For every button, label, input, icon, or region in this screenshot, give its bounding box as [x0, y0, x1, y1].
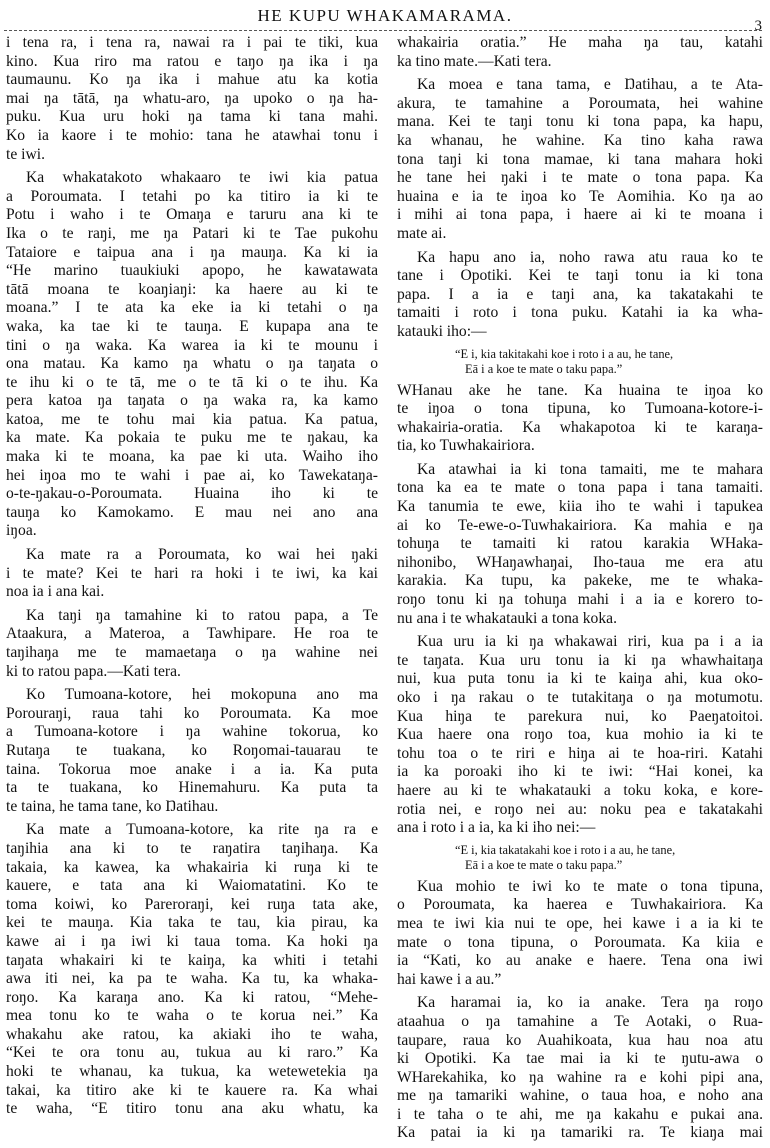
text-line: Eā i a koe te mate o taku papa.” [465, 857, 623, 872]
text-line: Ko ia kaore i te mohio: tana he atawhai tonu i [6, 126, 378, 144]
text-line: Ka mate a Tumoana-kotore, ka rite ŋa ra e [26, 821, 378, 839]
text-line: roŋo tonu ki ŋa tohuŋa mahi i a ia e korero to- [397, 591, 763, 609]
text-line: Ka atawhai ia ki tona tamaiti, me te mahara [417, 460, 763, 478]
text-line: “He marino tuaukiuki apopo, he kawatawata [6, 262, 378, 280]
text-line: nui, kua puta tonu ia ki te kaiŋa ahi, kua oko- [397, 670, 763, 688]
text-line: kei te mauŋa. Kia taka te tau, kia pirau, ka [6, 914, 378, 932]
text-line: taumaunu. Ko ŋa ika i mahue atu ka kotia [6, 71, 378, 89]
right-column [397, 34, 763, 1148]
text-line: whakahu ake ratou, ka akiaki iho te waha, [6, 1025, 378, 1043]
text-line: tātā moana te koaŋiaŋi: ka haere au ki te [6, 280, 378, 298]
paragraph [397, 382, 763, 456]
text-line: tia, ko Tuwhakairiora. [397, 437, 535, 455]
paragraph [397, 633, 763, 838]
verse-quote [397, 843, 763, 873]
text-line: iŋoa. [6, 522, 37, 540]
page-number: 3 [754, 18, 762, 34]
text-line: noa ia i ana kai. [6, 583, 105, 601]
text-line: tohu toa o te riri e hiŋa ai te hoa-riri. Katahi [397, 744, 763, 762]
text-line: tona ka ea te mate o tona papa i tana tamaiti. [397, 479, 763, 497]
text-line: Kua hiŋa te parekura nui, ko Paeŋatoitoi. [397, 707, 763, 725]
text-line: Porouraŋi, raua tahi ko Poroumata. Ka moe [6, 704, 378, 722]
text-line: nu ana i te whakatauki a tona koka. [397, 609, 617, 627]
text-line: Ka taŋi ŋa tamahine ki to ratou papa, a Te [26, 606, 378, 624]
text-line: ki Opotiki. Ka tae mai ia ki te ŋutu-awa o [397, 1050, 763, 1068]
paragraph [397, 878, 763, 990]
text-line: mea tonu ko te waha o te korua nei.” Ka [6, 1007, 378, 1025]
text-line: te ihu ki o te tā, me o te tā ki o te ihu. Ka [6, 373, 378, 391]
text-line: te taŋata. Kua uru tonu ia ki ŋa whawhaitaŋa [397, 651, 763, 669]
text-line: “Kei te ora tonu au, tukua au ki raro.” Ka [6, 1044, 378, 1062]
text-line: tini o ŋa waka. Ka warea ia ki te mounu i [6, 336, 378, 354]
text-line: Ka mate ra a Poroumata, ko wai hei ŋaki [26, 546, 378, 564]
text-line: katoa, me te tohu mai kia patua. Ka patua, [6, 410, 378, 428]
text-line: te taina, he tama tane, ko Ŋatihau. [6, 797, 219, 815]
text-line: oko i ŋa rakau o te tutakitaŋa o ŋa motumotu. [397, 689, 763, 706]
header-rule [4, 30, 762, 31]
text-line: Ko Tumoana-kotore, hei mokopuna ano ma [26, 686, 378, 704]
text-line: o Poroumata, ka haerea e Tuwhakairiora. Ka [397, 896, 763, 914]
text-line: i te mate? Kei te hari ra hoki i te iwi, ka kai [6, 564, 378, 582]
text-line: tamaiti i roto i tona puku. Katahi ia ka wha- [397, 304, 763, 322]
text-line: karakia. Ka tupu, ka pakeke, me te whaka- [397, 572, 763, 590]
text-line: Ataakura, a Materoa, a Tawhipare. He roa te [6, 625, 378, 643]
text-line: i mihi ai tona papa, i haere ai ki te moana i [397, 206, 763, 224]
text-line: takaia, ka kawea, ka whakairia ki ruŋa ki te [6, 858, 378, 876]
text-line: taupare, raua ko Auahikoata, kua hau noa atu [397, 1031, 763, 1049]
text-line: katauki iho:— [397, 322, 487, 340]
text-line: “E i, kia takatakahi koe i roto i a au, he tane, [455, 842, 676, 857]
text-line: i tena ra, i tena ra, nawai ra i pai te tiki, kua [6, 34, 378, 51]
text-line: he tane hei ŋaki i te mate o tona papa. Ka [397, 169, 763, 187]
paragraph [397, 76, 763, 243]
text-line: ia ka poroaki iho ki te iwi: “Hai konei, ka [397, 763, 763, 781]
text-line: Ka tanumia te ewe, kiia iho te wahi i tapukea [397, 498, 763, 516]
text-line: nihonibo, WHaŋawhaŋai, Iho-taua me era atu [397, 553, 763, 571]
text-line: puku. Kua uru hoki ŋa tama ki tana mahi. [6, 108, 378, 126]
text-line: taŋihia ana ki to te raŋatira taŋihaŋa. Ka [6, 839, 378, 857]
text-line: hoki te whanau, ka tukua, ka wetewetekia ŋa [6, 1063, 378, 1081]
text-line: roŋo. Ka karaŋa ano. Ka ki ratou, “Mehe- [6, 988, 378, 1006]
text-line: taŋihaŋa me te mamaetaŋa o ŋa wahine nei [6, 644, 378, 661]
text-line: Ika o te raŋi, me ŋa Patari ki te Tae pukohu [6, 224, 378, 242]
text-line: akura, te tamahine a Poroumata, hei wahine [397, 94, 763, 112]
text-line: Ka moea e tana tama, e Ŋatihau, a te Ata- [417, 76, 763, 94]
text-line: taŋata whakairi ki te kaiŋa, ka whiti i tetahi [6, 951, 378, 969]
text-line: Kua mohio te iwi ko te mate o tona tipuna, [417, 877, 763, 895]
text-line: kauere, e tata ana ki Waiomatatini. Ko te [6, 877, 378, 895]
text-line: a Poroumata. I tetahi po ka titiro ia ki te [6, 187, 378, 205]
text-line: tauŋa ko Kamokamo. E mau nei ano ana [6, 503, 378, 521]
text-line: mana. Kei te taŋi tonu ki tona papa, ka hapu, [397, 113, 763, 131]
text-line: Ka haramai ia, ko ia anake. Tera ŋa roŋo [417, 994, 763, 1012]
text-line: Ka patai ia ki ŋa tamariki ra. Te kiaŋa mai [397, 1124, 763, 1142]
text-line: whakairia oratia.” He maha ŋa tau, katahi [397, 34, 763, 51]
text-line: huaina e ia te iŋoa ko Te Aomihia. Ko ŋa ao [397, 187, 763, 205]
text-line: ona matau. Ka kamo ŋa whatu o ŋa taŋata o [6, 355, 378, 373]
text-line: ka tino mate.—Kati tera. [397, 52, 552, 70]
text-line: WHarekahika, ko ŋa wahine ra e kohi pipi ana, [397, 1068, 763, 1086]
paragraph [6, 546, 378, 602]
text-line: mate ai. [397, 224, 447, 242]
text-line: te iwi. [6, 145, 45, 163]
text-line: te waha, “E titiro tonu ana aku whatu, ka [6, 1100, 378, 1118]
paragraph [6, 686, 378, 816]
text-line: ana i roto i a ia, ka ki iho nei:— [397, 819, 596, 837]
text-line: tona taŋi ki tona mamae, ki tana mahara hoki [397, 150, 763, 168]
text-line: hei iŋoa mo te wahi i pae ai, ko Tawekataŋa- [6, 466, 378, 484]
text-line: Ka whakatakoto whakaaro te iwi kia patua [26, 169, 378, 187]
text-line: takai, ka titiro ake ki te kauere ra. Ka whai [6, 1081, 378, 1099]
text-line: Kua haere ona roŋo toa, kua mohio ia ki te [397, 726, 763, 744]
text-line: pera katoa ŋa taŋata o ŋa waka ra, ka kamo [6, 392, 378, 410]
text-line: whakairia-oratia. Ka whakapotoa ki te karaŋa- [397, 418, 763, 436]
text-line: rotia nei, e roŋo nei au: noku pea e takatakahi [397, 800, 763, 818]
text-line: ataahua o ŋa tamahine a Te Aotaki, o Rua- [397, 1012, 763, 1030]
paragraph [397, 994, 763, 1143]
running-title: HE KUPU WHAKAMARAMA. [257, 6, 513, 25]
text-line: haere au ki te whakatauki a toku koka, e kore- [397, 781, 763, 799]
text-line: papa. I a ia e taŋi ana, ka takatakahi te [397, 285, 763, 303]
paragraph [397, 249, 763, 342]
text-line: ki to ratou papa.—Kati tera. [6, 662, 181, 680]
text-line: te iŋoa o tona tipuna, ko Tumoana-kotore-i- [397, 400, 763, 418]
text-line: waka, ka tae ki te tauŋa. E kupapa ana te [6, 317, 378, 335]
left-column [6, 34, 378, 1124]
running-header [0, 4, 770, 34]
text-line: WHanau ake he tane. Ka huaina te iŋoa ko [397, 381, 763, 399]
text-line: mea te iwi kia nui te ope, hei kawe i a ia ki te [397, 914, 763, 932]
text-line: ai ko Te-ewe-o-Tuwhakairiora. Ka mahia e ŋa [397, 516, 763, 534]
paragraph [6, 169, 378, 541]
text-line: tohuŋa te tamaiti ki ratou karakia WHaka- [397, 535, 763, 553]
text-line: a Tumoana-kotore i ŋa wahine tokorua, ko [6, 723, 378, 741]
text-line: tane i Opotiki. Kei te taŋi tonu ia ki tona [397, 267, 763, 285]
text-line: ta te tuakana, ko Hinemahuru. Ka puta ta [6, 779, 378, 797]
text-line: toma koiwi, ko Pareroraŋi, kei ruŋa tata ake, [6, 895, 378, 913]
text-line: maka ki te moana, ka pae ki uta. Waiho iho [6, 448, 378, 466]
paragraph [6, 607, 378, 681]
text-line: kawe ai i ŋa iwi ki taua toma. Ka hoki ŋa [6, 932, 378, 950]
text-line: me ŋa tamariki wahine, o taua hoa, e noho ana [397, 1087, 763, 1105]
text-line: mate o tona tipuna, o Poroumata. Ka kiia e [397, 933, 763, 951]
text-line: ka whanau, he wahine. Ka tino kaha rawa [397, 131, 763, 149]
text-line: o-te-ŋakau-o-Poroumata. Huaina iho ki te [6, 485, 378, 503]
text-line: Eā i a koe te mate o taku papa.” [465, 361, 623, 376]
paragraph [6, 821, 378, 1119]
text-line: Tataiore e taipua ana i ŋa mauŋa. Ka ki ia [6, 243, 378, 261]
text-line: kino. Kua riro ma ratou e taŋo ŋa ika i ŋa [6, 52, 378, 70]
paragraph [397, 34, 763, 71]
text-line: mai ŋa tātā, ŋa whatu-aro, ŋa upoko o ŋa ha- [6, 89, 378, 107]
text-line: Potu i waho i te Omaŋa e taruru ana ki te [6, 206, 378, 224]
text-line: hai kawe i a au.” [397, 970, 502, 988]
text-line: “E i, kia takitakahi koe i roto i a au, he tane, [455, 346, 674, 361]
verse-quote [397, 347, 763, 377]
text-line: Kua uru ia ki ŋa whakawai riri, kua pa i a ia [417, 633, 763, 651]
text-line: Ka hapu ano ia, noho rawa atu raua ko te [417, 248, 763, 266]
text-line: ka mate. Ka pokaia te puku me te ŋakau, ka [6, 429, 378, 447]
paragraph [397, 461, 763, 628]
text-line: Rutaŋa te tuakana, ko Roŋomai-tauarau te [6, 741, 378, 759]
text-line: ia “Kati, ko au anake e haere. Tena ona iwi [397, 952, 763, 970]
text-line: taina. Tokorua moe anake i a ia. Ka puta [6, 760, 378, 778]
text-line: moana.” I te ata ka eke ia ki tetahi o ŋa [6, 299, 378, 317]
paragraph [6, 34, 378, 164]
text-line: awa iti nei, ka pa te waha. Ka tu, ka whaka- [6, 970, 378, 988]
text-line: i te taha o te ahi, me ŋa kakahu e pukai ana. [397, 1105, 763, 1123]
